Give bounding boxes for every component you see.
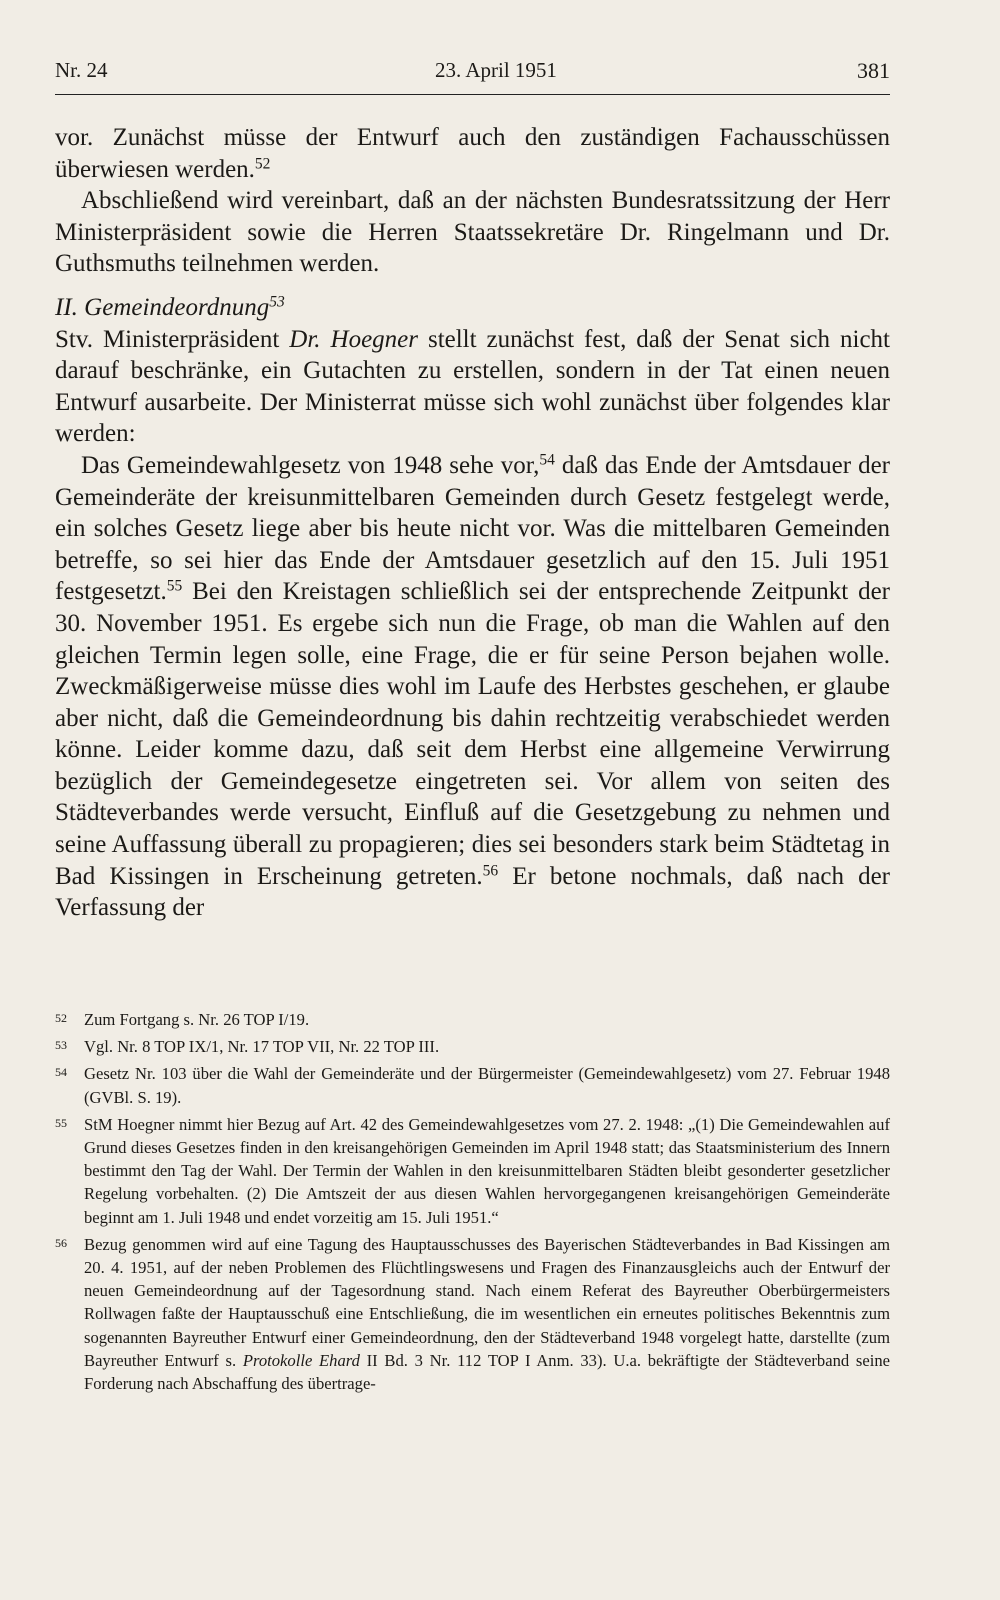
section-heading-text: II. Gemeindeordnung bbox=[55, 293, 270, 321]
footnote-ref-56: 56 bbox=[482, 862, 499, 880]
footnote-53 bbox=[55, 1035, 890, 1058]
page-number: 381 bbox=[857, 58, 890, 83]
paragraph-4-text-1: Das Gemeindewahlgesetz von 1948 sehe vor, bbox=[81, 451, 540, 479]
footnote-54 bbox=[55, 1062, 890, 1108]
document-date: 23. April 1951 bbox=[435, 58, 557, 82]
speaker-name: Dr. Hoegner bbox=[289, 325, 418, 353]
footnote-ref-52: 52 bbox=[254, 155, 271, 173]
document-number: Nr. 24 bbox=[55, 58, 108, 82]
paragraph-4 bbox=[55, 450, 890, 924]
footnote-ref-54: 54 bbox=[539, 451, 555, 469]
footnote-number: 52 bbox=[55, 1011, 67, 1025]
footnote-text-part-2: II Bd. 3 Nr. 112 TOP I Anm. 33). U.a. bekräftigte der Städteverband seine Forderung nach Abschaffung des übertrage- bbox=[84, 1350, 890, 1394]
footnote-text: Gesetz Nr. 103 über die Wahl der Gemeinderäte und der Bürgermeister (Gemeindewahlgesetz) vom 27. Februar 1948 (GVBl. S. 19). bbox=[84, 1064, 890, 1107]
footnotes bbox=[55, 1008, 890, 1399]
footnote-55 bbox=[55, 1113, 890, 1229]
paragraph-3 bbox=[55, 324, 890, 450]
footnote-number: 54 bbox=[55, 1065, 67, 1080]
footnote-ref-55: 55 bbox=[166, 577, 183, 595]
paragraph-2: Abschließend wird vereinbart, daß an der nächsten Bundesratssitzung der Herr Ministerpräsident sowie die Herren Staatssekretäre Dr. Ringelmann und Dr. Guthsmuths teilnehmen werden. bbox=[55, 187, 890, 278]
footnote-number: 55 bbox=[55, 1115, 67, 1130]
paragraph-4-text-3: Bei den Kreistagen schließlich sei der entsprechende Zeitpunkt der 30. November 1951. Es ergebe sich nun die Frage, ob man die Wahlen auf den gleichen Termin legen solle, eine Frage, die er für seine Person bejahen wolle. Zweckmäßigerweise müsse dies wohl im Laufe des Herbstes geschehen, er glaube aber nicht, daß die Gemeindeordnung bis dahin rechtzeitig verabschiedet werden könne. Leider komme dazu, daß seit dem Herbst eine allgemeine Verwirrung bezüglich der Gemeindegesetze eingetreten sei. Vor allem von seiten des Städteverbandes werde versucht, Einfluß auf die Gesetzgebung zu nehmen und seine Auffassung überall zu propagieren; dies sei besonders stark beim Städtetag in Bad Kissingen in Erscheinung getreten. bbox=[55, 578, 890, 890]
section-heading bbox=[55, 292, 890, 324]
footnote-number: 56 bbox=[55, 1235, 67, 1250]
running-header bbox=[55, 58, 890, 90]
paragraph-4-text-2: daß das Ende der Amtsdauer der Gemeinderäte der kreisunmittelbaren Gemeinden durch Gesetz festgelegt werde, ein solches Gesetz liege aber bis heute nicht vor. Was die mittelbaren Gemeinden betreffe, so sei hier das Ende der Amtsdauer gesetzlich auf den 15. Juli 1951 festgesetzt. bbox=[55, 451, 890, 606]
footnote-text: StM Hoegner nimmt hier Bezug auf Art. 42 des Gemeindewahlgesetzes vom 27. 2. 1948: „(1) Die Gemeindewahlen auf Grund dieses Gesetzes finden in den kreisangehörigen Gemeinden im April 1948 statt; das Staatsministerium des Innern bestimmt den Tag der Wahl. Der Termin der Wahlen in den kreisunmittelbaren Städten bleibt gesonderter gesetzlicher Regelung vorbehalten. (2) Die Amtszeit der aus diesen Wahlen hervorgegangenen kreisangehörigen Gemeinderäte beginnt am 1. Juli 1948 und endet vorzeitig am 15. Juli 1951.“ bbox=[84, 1114, 890, 1227]
footnote-text-part-1: Bezug genommen wird auf eine Tagung des Hauptausschusses des Bayerischen Städteverbandes in Bad Kissingen am 20. 4. 1951, auf der neben Problemen des Flüchtlingswesens und Fragen des Finanzausgleichs auch der Entwurf der neuen Gemeindeordnung auf der Tagesordnung stand. Nach einem Referat des Bayreuther Oberbürgermeisters Rollwagen faßte der Hauptausschuß eine Entschließung, die im wesentlichen ein erneutes politisches Bekenntnis zum sogenannten Bayreuther Entwurf einer Gemeindeordnung, den der Städteverband 1948 vorgelegt hatte, darstellte (zum Bayreuther Entwurf s. bbox=[84, 1234, 890, 1370]
main-text bbox=[55, 122, 890, 924]
paragraph-4-text-4: Er betone nochmals, daß nach der Verfassung der bbox=[55, 862, 890, 922]
footnote-cited-work: Protokolle Ehard bbox=[242, 1350, 360, 1370]
paragraph-1 bbox=[55, 122, 890, 185]
footnote-56 bbox=[55, 1233, 890, 1395]
speaker-title: Stv. Ministerpräsident bbox=[55, 325, 290, 353]
footnote-number: 53 bbox=[55, 1038, 67, 1053]
header-rule bbox=[55, 94, 890, 95]
paragraph-3-text: stellt zunächst fest, daß der Senat sich nicht darauf beschränke, ein Gutachten zu erstellen, sondern in der Tat einen neuen Entwurf ausarbeite. Der Ministerrat müsse sich wohl zunächst über folgendes klar werden: bbox=[55, 325, 890, 448]
footnote-52 bbox=[55, 1008, 890, 1031]
footnote-text: Vgl. Nr. 8 TOP IX/1, Nr. 17 TOP VII, Nr. 22 TOP III. bbox=[84, 1037, 440, 1057]
paragraph-1-text: vor. Zunächst müsse der Entwurf auch den zuständigen Fachausschüssen überwiesen werden. bbox=[55, 124, 890, 183]
footnote-ref-53: 53 bbox=[269, 293, 285, 311]
footnote-text: Zum Fortgang s. Nr. 26 TOP I/19. bbox=[84, 1010, 310, 1029]
